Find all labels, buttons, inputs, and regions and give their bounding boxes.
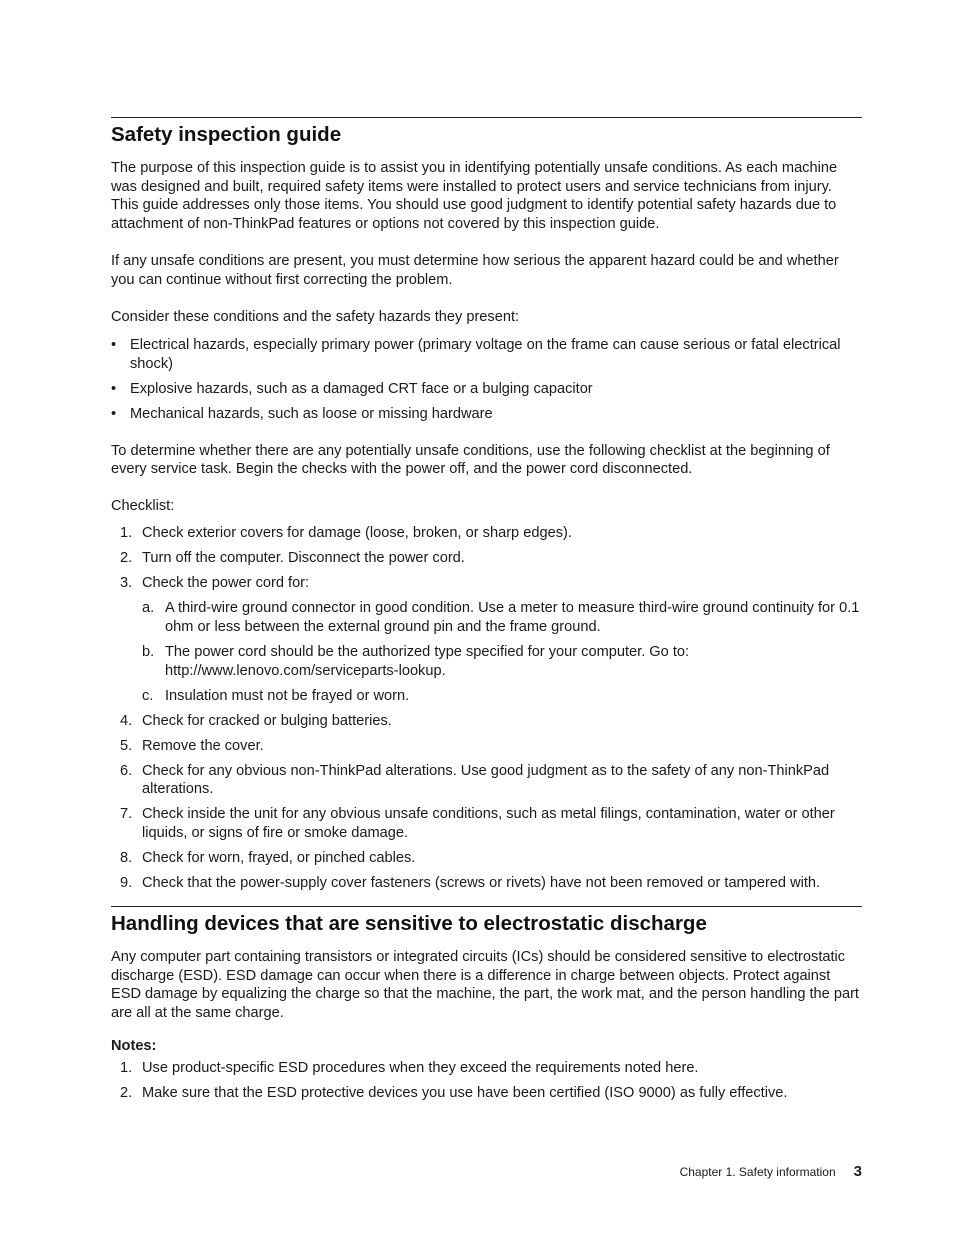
list-item: c. Insulation must not be frayed or worn. <box>142 687 410 704</box>
checklist <box>111 524 862 892</box>
list-item: 1. Check exterior covers for damage (loose, broken, or sharp edges). <box>120 525 572 542</box>
bullet-icon: • <box>111 336 117 353</box>
list-item: • Mechanical hazards, such as loose or missing hardware <box>111 405 493 422</box>
list-item: a. A third-wire ground connector in good condition. Use a meter to measure third-wire ground continuity for 0.1 ohm or less between the external ground pin and the frame ground. <box>142 600 860 636</box>
paragraph: The purpose of this inspection guide is to assist you in identifying potentially unsafe conditions. As each machine was designed and built, required safety items were installed to protect users and service technicians from injury. This guide addresses only those items. You should use good judgment to identify potential safety hazards due to attachment of non-ThinkPad features or options not covered by this inspection guide. <box>111 160 838 232</box>
paragraph: If any unsafe conditions are present, you must determine how serious the apparent hazard could be and whether you can continue without first correcting the problem. <box>111 252 839 288</box>
list-item: 9. Check that the power-supply cover fasteners (screws or rivets) have not been removed or tampered with. <box>120 874 821 891</box>
list-item: • Electrical hazards, especially primary power (primary voltage on the frame can cause serious or fatal electrical shock) <box>111 336 841 372</box>
list-item: 7. Check inside the unit for any obvious unsafe conditions, such as metal filings, contamination, water or other liquids, or signs of fire or smoke damage. <box>120 806 835 841</box>
paragraph: Consider these conditions and the safety hazards they present: <box>111 308 520 325</box>
list-item: b. The power cord should be the authorized type specified for your computer. Go to: http://www.lenovo.com/serviceparts-lookup. <box>142 644 690 679</box>
bullet-icon: • <box>111 405 117 422</box>
list-item: • Explosive hazards, such as a damaged CRT face or a bulging capacitor <box>111 380 593 397</box>
notes-label: Notes: <box>111 1037 157 1054</box>
page-number: 3 <box>853 1163 862 1180</box>
section-title: Safety inspection guide <box>111 123 342 146</box>
checklist-label: Checklist: <box>111 498 175 515</box>
paragraph: To determine whether there are any potentially unsafe conditions, use the following checklist at the beginning of every service task. Begin the checks with the power off, and the power cord disconnected. <box>111 442 830 478</box>
section-title: Handling devices that are sensitive to electrostatic discharge <box>111 912 707 936</box>
page-content <box>111 117 862 1109</box>
notes-list <box>111 1059 862 1103</box>
paragraph: Any computer part containing transistors or integrated circuits (ICs) should be considered sensitive to electrostatic discharge (ESD). ESD damage can occur when there is a difference in charge between objects. Protect against ESD damage by equalizing the charge so that the machine, the part, the work mat, and the person handling the part are all at the same charge. <box>111 949 859 1022</box>
list-item: 4. Check for cracked or bulging batteries. <box>120 712 392 729</box>
list-item: 1. Use product-specific ESD procedures when they exceed the requirements noted here. <box>120 1060 699 1077</box>
list-item: 2. Turn off the computer. Disconnect the power cord. <box>120 550 465 567</box>
list-item: 8. Check for worn, frayed, or pinched cables. <box>120 849 416 866</box>
bullet-icon: • <box>111 380 117 397</box>
hazard-list <box>111 336 862 424</box>
chapter-label: Chapter 1. Safety information <box>679 1165 836 1179</box>
esd-section <box>111 906 862 1103</box>
list-item: 3. Check the power cord for: a. A third-wire ground connector in good condition. Use a meter to measure third-wire ground continuity for 0.1 ohm or less between the external ground pin and the frame ground. b. The power cord should be the authorized type specified for your computer. Go to: http://www.lenovo.com/serviceparts-lookup. c. Insulation must not be frayed or worn. <box>111 574 862 705</box>
list-item: 6. Check for any obvious non-ThinkPad alterations. Use good judgment as to the safety of any non-ThinkPad alterations. <box>120 762 830 798</box>
list-item: 2. Make sure that the ESD protective devices you use have been certified (ISO 9000) as fully effective. <box>120 1085 788 1102</box>
section-divider <box>111 906 862 907</box>
list-item: 5. Remove the cover. <box>120 737 264 754</box>
page-footer <box>680 1163 862 1180</box>
sub-checklist <box>142 599 862 705</box>
section-divider <box>111 117 862 118</box>
